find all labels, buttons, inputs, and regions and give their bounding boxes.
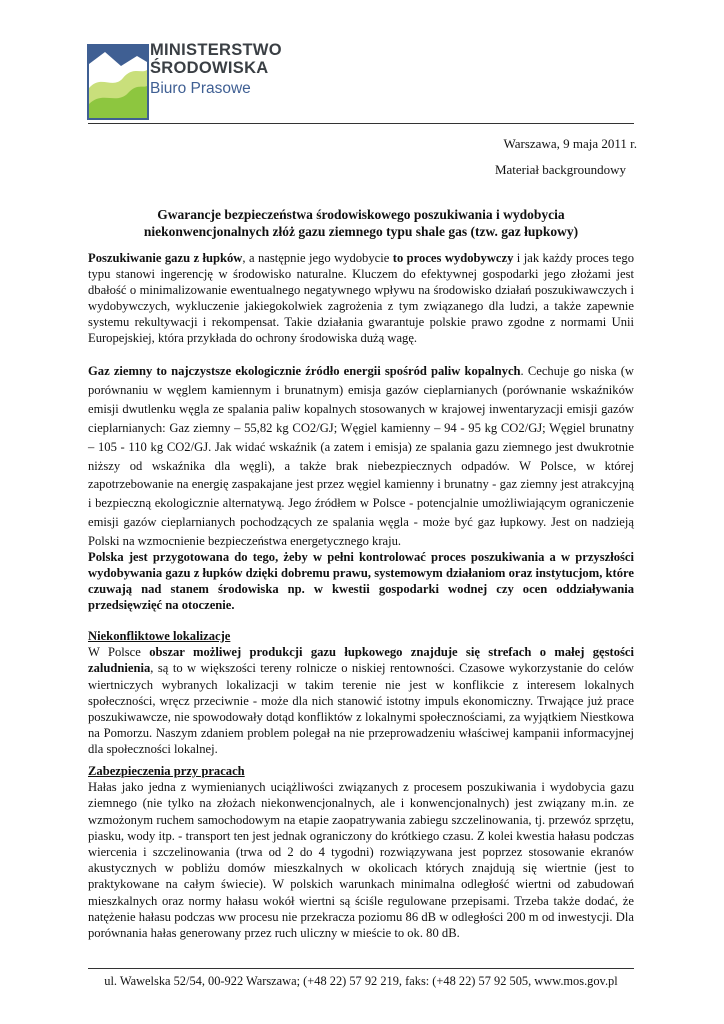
- section-safeguards: [88, 763, 634, 941]
- section-locations: [88, 628, 634, 758]
- title-line-1: Gwarancje bezpieczeństwa środowiskowego poszukiwania i wydobycia: [157, 207, 565, 222]
- org-line-environment: ŚRODOWISKA: [150, 59, 269, 77]
- organization-name: [150, 41, 282, 99]
- gas-text: . Cechuje go niska (w porównaniu w węglem kamiennym i brunatnym) emisja gazów cieplarnianych (porównanie wskaźników emisji dwutlenku węgla ze spalania paliw kopalnych stosowanych w krajowej inwentaryzacji emisji gazów cieplarnianych: Gaz ziemny – 55,82 kg CO2/GJ; Węgiel kamienny – 94 - 95 kg CO2/GJ; Węgiel brunatny – 105 - 110 kg CO2/GJ. Jak widać wskaźnik (a zatem i emisja) ze spalania gazu ziemnego jest dwukrotnie niższy od wskaźnika dla węgli), a także brak niebezpiecznych odpadów. W Polsce, w której zapotrzebowanie na energię zaspakajane jest przez węgiel kamienny i brunatny - gaz ziemny jest atrakcyjną i bezpieczną ekologicznie alternatywą. Jego źródłem w Polsce - potencjalnie umożliwiającym ograniczenie emisji gazów cieplarnianych pochodzących ze spalania węgla - może być gaz łupkowy. Jest on nadzieją Polski na wzmocnienie bezpieczeństwa energetycznego kraju.: [88, 364, 634, 549]
- paragraph-natural-gas: [88, 362, 634, 551]
- paragraph-poland-prepared: Polska jest przygotowana do tego, żeby w pełni kontrolować proces poszukiwania a w przyszłości wydobywania gazu z łupków dzięki dobremu prawu, systemowym działaniom oraz instytucjom, które czuwają nad stanem środowiska np. w kwestii gospodarki wodnej czy ocen oddziaływania przedsięwzięć na otoczenie.: [88, 550, 634, 612]
- paragraph-intro: [88, 251, 634, 346]
- document-title: [88, 206, 634, 240]
- ministry-logo-icon: [87, 44, 149, 120]
- section-heading-locations: Niekonfliktowe lokalizacje: [88, 629, 231, 643]
- org-line-press-office: Biuro Prasowe: [150, 80, 251, 97]
- footer-divider: [88, 968, 634, 969]
- locations-bold: obszar możliwej produkcji gazu łupkowego znajduje się strefach o małej gęstości zaludnienia: [88, 645, 634, 676]
- locations-text-1: W Polsce: [88, 645, 150, 660]
- title-line-2: niekonwencjonalnych złóż gazu ziemnego typu shale gas (tzw. gaz łupkowy): [143, 224, 579, 239]
- intro-bold-2: to proces wydobywczy: [392, 251, 514, 265]
- safeguards-text: Hałas jako jedna z wymienianych uciążliwości związanych z procesem poszukiwania i wydobycia gazu ziemnego (nie tylko na złożach niekonwencjonalnych, ale i konwencjonalnych) jest związany m.in. ze wzmożonym ruchem samochodowym na etapie zaopatrywania zabiegu szczelinowania, tj. przewóz sprzętu, piasku, wody itp. - transport ten jest jednak ograniczony do krótkiego czasu. Z kolei kwestia hałasu podczas wiercenia i szczelinowania (trwa od 2 do 4 tygodni) rozwiązywana jest poprzez stosowanie ekranów akustycznych w pobliżu domów mieszkalnych w okolicach których znajdują się wiertnie (jest to praktykowane na całym świecie). W polskich warunkach minimalna odległość wiertni od zabudowań mieszkalnych oraz normy hałasu wokół wiertni są ściśle regulowane przepisami. Trzeba także dodać, że natężenie hałasu podczas ww procesu nie przekracza poziomu 86 dB w odległości 200 m od inwestycji. Dla porównania hałas generowany przez ruch uliczny w mieście to ok. 80 dB.: [88, 780, 634, 941]
- intro-text-1: , a następnie jego wydobycie: [242, 251, 393, 265]
- intro-text-2: i jak każdy proces tego typu stanowi ingerencję w środowisko naturalne. Kluczem do efektywnej gospodarki jego złożami jest dbałość o minimalizowanie ewentualnego negatywnego wpływu na środowisko działań poszukiwawczych i wydobywczych, wykluczenie jakiegokolwiek zagrożenia z tym związanego dla ludzi, a także zapewnie systemu rekultywacji i rekompensat. Takie działania gwarantuje polskie prawo zgodne z normami Unii Europejskiej, która przykłada do ochrony środowiska dużą wagę.: [88, 251, 634, 345]
- footer-contact: ul. Wawelska 52/54, 00-922 Warszawa; (+48 22) 57 92 219, faks: (+48 22) 57 92 505, www.mos.gov.pl: [104, 974, 618, 988]
- section-heading-safeguards: Zabezpieczenia przy pracach: [88, 764, 245, 778]
- org-line-ministry: MINISTERSTWO: [150, 41, 282, 59]
- locations-text-2: , są to w większości tereny rolnicze o niskiej rentowności. Czasowe wykorzystanie do celów wiertniczych wybranych lokalizacji w takim terenie nie jest w konflikcie z interesem lokalnych społeczności, wręcz przeciwnie - może dla nich stanowić istotny impuls ekonomiczny. Trwające już prace poszukiwawcze, nie spowodowały dotąd konfliktów z lokalnymi społecznościami, za wyjątkiem Niestkowa na Pomorzu. Naszym zdaniem problem polegał na nie przeprowadzeniu właściwej kampanii informacyjnej dla społeczności lokalnej.: [88, 661, 634, 757]
- document-type: Materiał backgroundowy: [494, 162, 626, 177]
- dateline: Warszawa, 9 maja 2011 r.: [503, 136, 637, 151]
- header-divider: [88, 123, 634, 124]
- intro-bold-1: Poszukiwanie gazu z łupków: [88, 251, 243, 265]
- gas-bold: Gaz ziemny to najczystsze ekologicznie źródło energii spośród paliw kopalnych: [88, 364, 521, 378]
